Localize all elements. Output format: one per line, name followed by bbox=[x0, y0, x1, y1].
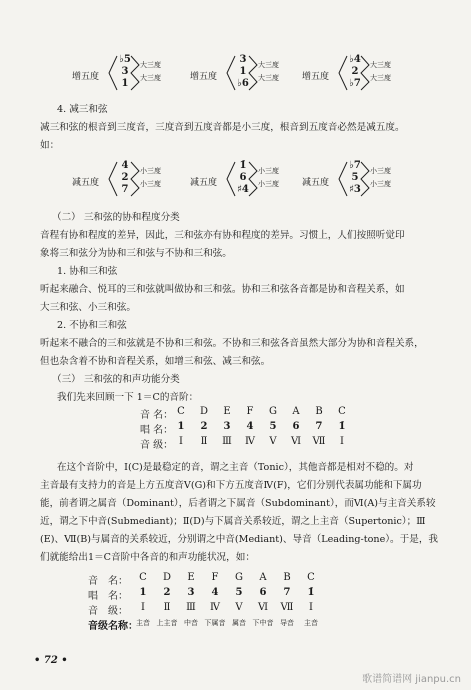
interval-diagram bbox=[72, 52, 182, 98]
scale-cell: 4 bbox=[211, 587, 219, 598]
scale-cell: Ⅰ bbox=[340, 436, 344, 447]
function-cell: 上主音 bbox=[156, 619, 178, 627]
interval-name: 减五度 bbox=[302, 178, 330, 188]
interval-diagram bbox=[302, 52, 412, 98]
note: ♯3 bbox=[349, 184, 361, 195]
scale-cell: Ⅱ bbox=[200, 436, 208, 447]
function-cell: 下属音 bbox=[204, 619, 226, 627]
interval-label: 大三度 bbox=[258, 61, 279, 69]
scale-cell: C bbox=[177, 406, 185, 417]
right-bracket-icon bbox=[130, 55, 140, 95]
page-number: • 72 • bbox=[34, 655, 68, 666]
scale-cell: E bbox=[187, 572, 195, 583]
scale-cell: 4 bbox=[246, 421, 254, 432]
interval-diagram bbox=[72, 158, 182, 204]
note: ♯4 bbox=[237, 184, 249, 195]
interval-label: 小三度 bbox=[258, 167, 279, 175]
scale-cell: 5 bbox=[235, 587, 243, 598]
interval-label: 小三度 bbox=[370, 167, 391, 175]
scale-cell: C bbox=[307, 572, 315, 583]
paragraph-line: 象将三和弦分为协和三和弦与不协和三和弦。 bbox=[40, 248, 232, 259]
scale-cell: E bbox=[223, 406, 231, 417]
scale-cell: 5 bbox=[269, 421, 277, 432]
paragraph-line: 们就能给出1＝C音阶中各音的和声功能状况，如： bbox=[40, 552, 255, 563]
interval-label: 大三度 bbox=[370, 74, 391, 82]
scale-cell: Ⅲ bbox=[186, 602, 196, 613]
note: 4 bbox=[121, 160, 129, 171]
left-bracket-icon bbox=[226, 161, 236, 201]
paragraph-line: (E)、Ⅶ(B)与属音的关系较近，分别谓之中音(Mediant)、导音（Leading-tone）。于是，我 bbox=[40, 534, 439, 545]
scale-cell: Ⅴ bbox=[269, 436, 277, 447]
scale-cell: Ⅶ bbox=[280, 602, 294, 613]
subheading-dissonant: 2. 不协和三和弦 bbox=[57, 320, 127, 331]
scale-cell: Ⅶ bbox=[312, 436, 326, 447]
paragraph-line: 音程有协和程度的差异，因此，三和弦亦有协和程度的差异。习惯上，人们按照听觉印 bbox=[40, 230, 405, 241]
note: 1 bbox=[239, 66, 247, 77]
interval-diagram bbox=[190, 158, 300, 204]
section-heading-consonance: （二） 三和弦的协和程度分类 bbox=[52, 212, 180, 223]
paragraph-line: 减三和弦的根音到三度音，三度音到五度音都是小三度，根音到五度音必然是减五度。 bbox=[40, 122, 405, 133]
row-header: 音 级： bbox=[88, 606, 128, 617]
row-header: 音级名称： bbox=[88, 621, 138, 632]
scale-cell: 3 bbox=[223, 421, 231, 432]
function-cell: 导音 bbox=[280, 619, 294, 627]
scale-cell: Ⅵ bbox=[290, 436, 302, 447]
scale-cell: 1̇ bbox=[307, 587, 315, 598]
left-bracket-icon bbox=[338, 55, 348, 95]
note: ♭4 bbox=[349, 54, 361, 65]
scale-cell: 7 bbox=[283, 587, 291, 598]
note: 5 bbox=[351, 172, 359, 183]
interval-label: 小三度 bbox=[370, 180, 391, 188]
scale-cell: Ⅱ bbox=[163, 602, 171, 613]
row-header: 唱 名： bbox=[140, 425, 174, 436]
scale-cell: D bbox=[199, 406, 209, 417]
right-bracket-icon bbox=[248, 161, 258, 201]
paragraph-line: 我们先来回顾一下 1＝C的音阶： bbox=[57, 392, 199, 403]
interval-name: 增五度 bbox=[190, 72, 218, 82]
section-heading-diminished-triad: 4. 减三和弦 bbox=[57, 104, 108, 115]
scale-cell: C bbox=[338, 406, 346, 417]
note: 2 bbox=[351, 66, 359, 77]
interval-label: 小三度 bbox=[258, 180, 279, 188]
scale-cell: A bbox=[259, 572, 267, 583]
row-header: 音 名： bbox=[140, 410, 174, 421]
function-cell: 中音 bbox=[184, 619, 198, 627]
interval-diagram bbox=[190, 52, 300, 98]
scale-cell: F bbox=[246, 406, 254, 417]
interval-name: 增五度 bbox=[302, 72, 330, 82]
function-cell: 下中音 bbox=[252, 619, 274, 627]
paragraph-line: 在这个音阶中，Ⅰ(C)是最稳定的音，谓之主音（Tonic），其他音都是相对不稳的。对 bbox=[57, 462, 414, 473]
scale-cell: Ⅳ bbox=[210, 602, 220, 613]
right-bracket-icon bbox=[360, 161, 370, 201]
scale-cell: F bbox=[211, 572, 219, 583]
scale-cell: B bbox=[315, 406, 323, 417]
paragraph-line: 主音最有支持力的音是上方五度音Ⅴ(G)和下方五度音Ⅳ(F)，它们分别代表属功能和下属功 bbox=[40, 480, 422, 491]
note: ♭6 bbox=[237, 78, 249, 89]
scale-cell: Ⅴ bbox=[235, 602, 243, 613]
interval-label: 大三度 bbox=[258, 74, 279, 82]
scale-cell: 3 bbox=[187, 587, 195, 598]
right-bracket-icon bbox=[360, 55, 370, 95]
scale-cell: 2 bbox=[200, 421, 208, 432]
scale-cell: D bbox=[162, 572, 172, 583]
paragraph-line: 近，谓之下中音(Submediant)；Ⅱ(D)与下属音关系较近，谓之上主音（Supertonic）；Ⅲ bbox=[40, 516, 426, 527]
paragraph-line: 但也杂含着不协和音程关系，如增三和弦、减三和弦。 bbox=[40, 356, 271, 367]
scale-cell: A bbox=[292, 406, 300, 417]
note: 3 bbox=[239, 54, 247, 65]
left-bracket-icon bbox=[226, 55, 236, 95]
scale-cell: 1̇ bbox=[338, 421, 346, 432]
scale-cell: C bbox=[139, 572, 147, 583]
subheading-consonant: 1. 协和三和弦 bbox=[57, 266, 118, 277]
scale-cell: 2 bbox=[163, 587, 171, 598]
row-header: 音 级： bbox=[140, 440, 174, 451]
scale-cell: 1 bbox=[139, 587, 147, 598]
scale-cell: 7 bbox=[315, 421, 323, 432]
scale-cell: 6 bbox=[292, 421, 300, 432]
scale-cell: Ⅳ bbox=[245, 436, 255, 447]
scale-cell: Ⅵ bbox=[257, 602, 269, 613]
note: ♭7 bbox=[349, 160, 361, 171]
interval-name: 减五度 bbox=[190, 178, 218, 188]
function-cell: 主音 bbox=[136, 619, 150, 627]
right-bracket-icon bbox=[248, 55, 258, 95]
scale-cell: Ⅰ bbox=[309, 602, 313, 613]
right-bracket-icon bbox=[130, 161, 140, 201]
note: 3 bbox=[121, 66, 129, 77]
scale-cell: Ⅰ bbox=[141, 602, 145, 613]
scale-cell: 6 bbox=[259, 587, 267, 598]
scale-cell: G bbox=[235, 572, 243, 583]
function-cell: 属音 bbox=[232, 619, 246, 627]
watermark: 歌谱简谱网 jianpu.cn bbox=[362, 674, 461, 685]
note: 1 bbox=[121, 78, 129, 89]
interval-diagram bbox=[302, 158, 412, 204]
scale-cell: 1 bbox=[177, 421, 185, 432]
function-cell: 主音 bbox=[304, 619, 318, 627]
scale-cell: Ⅲ bbox=[222, 436, 232, 447]
note: 1̇ bbox=[239, 160, 247, 171]
interval-label: 小三度 bbox=[140, 180, 161, 188]
interval-label: 大三度 bbox=[370, 61, 391, 69]
left-bracket-icon bbox=[108, 55, 118, 95]
note: ♭7 bbox=[349, 78, 361, 89]
interval-label: 大三度 bbox=[140, 74, 161, 82]
scale-cell: Ⅰ bbox=[179, 436, 183, 447]
interval-name: 减五度 bbox=[72, 178, 100, 188]
note: 7 bbox=[121, 184, 129, 195]
row-header: 唱 名： bbox=[88, 591, 128, 602]
interval-label: 大三度 bbox=[140, 61, 161, 69]
left-bracket-icon bbox=[338, 161, 348, 201]
scale-cell: B bbox=[283, 572, 291, 583]
note: 6 bbox=[239, 172, 247, 183]
section-heading-function: （三） 三和弦的和声功能分类 bbox=[52, 374, 180, 385]
left-bracket-icon bbox=[108, 161, 118, 201]
scale-cell: G bbox=[269, 406, 277, 417]
paragraph-line: 能，前者谓之属音（Dominant），后者谓之下属音（Subdominant），而Ⅵ(A)与主音关系较 bbox=[40, 498, 436, 509]
row-header: 音 名： bbox=[88, 576, 128, 587]
interval-name: 增五度 bbox=[72, 72, 100, 82]
paragraph-line: 听起来不融合的三和弦就是不协和三和弦。不协和三和弦各音虽然大部分为协和音程关系， bbox=[40, 338, 424, 349]
paragraph-line: 大三和弦、小三和弦。 bbox=[40, 302, 136, 313]
note: 2 bbox=[121, 172, 129, 183]
paragraph-line: 如： bbox=[40, 140, 60, 151]
paragraph-line: 听起来融合、悦耳的三和弦就叫做协和三和弦。协和三和弦各音都是协和音程关系，如 bbox=[40, 284, 405, 295]
note: ♭5 bbox=[119, 54, 131, 65]
interval-label: 小三度 bbox=[140, 167, 161, 175]
